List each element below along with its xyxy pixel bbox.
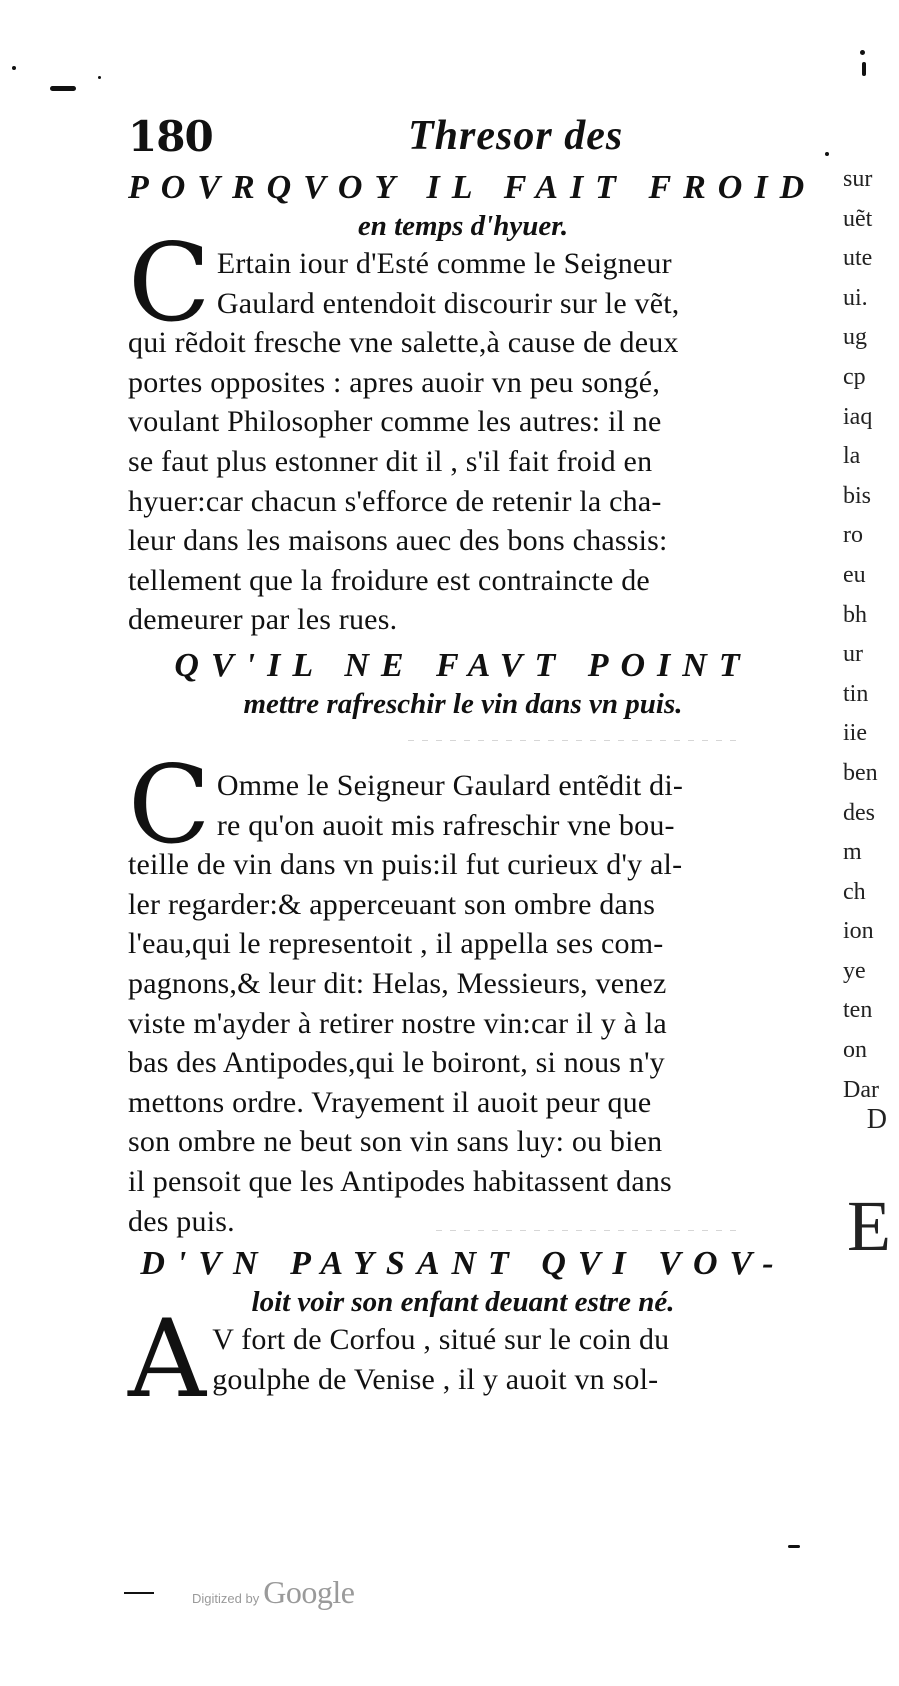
drop-cap: C bbox=[128, 221, 211, 346]
drop-cap: A bbox=[128, 1297, 207, 1422]
section-heading: POVRQVOY IL FAIT FROID bbox=[128, 169, 817, 206]
section-body bbox=[128, 743, 798, 1241]
margin-fragment: tin bbox=[843, 680, 869, 707]
text-line: viste m'ayder à retirer nostre vin:car il y à la bbox=[128, 1006, 667, 1040]
text-line: voulant Philosopher comme les autres: il ne bbox=[128, 405, 662, 439]
text-line: qui rẽdoit fresche vne salette,à cause de deux bbox=[128, 326, 679, 360]
text-line: portes opposites : apres auoir vn peu songé, bbox=[128, 365, 661, 399]
margin-fragment: ch bbox=[843, 878, 866, 905]
google-logo: Google bbox=[263, 1574, 355, 1610]
bleed-through-mark bbox=[408, 740, 738, 741]
page-header bbox=[128, 112, 808, 164]
text-line: re qu'on auoit mis rafreschir vne bou- bbox=[216, 808, 675, 842]
text-line: demeurer par les rues. bbox=[128, 603, 398, 637]
text-line: l'eau,qui le representoit , il appella ses com- bbox=[128, 927, 664, 961]
bottom-rule bbox=[124, 1592, 154, 1594]
section-gap bbox=[128, 722, 798, 766]
margin-fragment: ute bbox=[843, 245, 873, 272]
margin-letter-d: D bbox=[866, 1104, 887, 1135]
digitized-by-text: Digitized by bbox=[192, 1591, 260, 1606]
margin-fragment: sur bbox=[843, 166, 873, 192]
margin-fragment: ben bbox=[843, 759, 878, 786]
section-subheading: mettre rafreschir le vin dans vn puis. bbox=[243, 688, 683, 720]
section-1 bbox=[128, 168, 817, 640]
scan-speck bbox=[788, 1545, 800, 1548]
text-line: hyuer:car chacun s'efforce de retenir la cha- bbox=[128, 484, 662, 518]
margin-fragment: ro bbox=[843, 522, 863, 549]
page-number: 180 bbox=[128, 112, 213, 161]
section-2 bbox=[128, 646, 798, 1241]
margin-fragment: cp bbox=[843, 363, 866, 390]
margin-fragment: on bbox=[843, 1037, 867, 1064]
text-line: pagnons,& leur dit: Helas, Messieurs, venez bbox=[128, 966, 667, 1000]
section-heading: D'VN PAYSANT QVI VOV- bbox=[140, 1245, 786, 1282]
section-heading: QV'IL NE FAVT POINT bbox=[174, 647, 752, 684]
text-line: tellement que la froidure est contraincte de bbox=[128, 563, 650, 597]
text-line: teille de vin dans vn puis:il fut curieux d'y al- bbox=[128, 848, 683, 882]
text-line: leur dans les maisons auec des bons chassis: bbox=[128, 524, 668, 558]
running-title: Thresor des bbox=[408, 113, 624, 159]
margin-fragment: la bbox=[843, 443, 861, 470]
margin-fragment: uẽt bbox=[843, 205, 873, 232]
scan-speck bbox=[862, 62, 866, 76]
text-line: Gaulard entendoit discourir sur le vẽt, bbox=[216, 286, 680, 320]
digitized-watermark bbox=[192, 1574, 354, 1611]
margin-fragment: ur bbox=[843, 641, 863, 668]
scan-speck bbox=[825, 152, 829, 156]
margin-fragment: des bbox=[843, 799, 875, 826]
text-line: il pensoit que les Antipodes habitassent dans bbox=[128, 1164, 672, 1198]
text-line: Ertain iour d'Esté comme le Seigneur bbox=[216, 247, 672, 280]
margin-fragment: ten bbox=[843, 997, 873, 1024]
text-line: goulphe de Venise , il y auoit vn sol- bbox=[212, 1362, 659, 1396]
scan-speck bbox=[98, 76, 101, 79]
margin-fragment: bh bbox=[843, 601, 867, 628]
margin-fragment: ui. bbox=[843, 284, 868, 311]
text-line: des puis. bbox=[128, 1204, 235, 1238]
text-line: mettons ordre. Vrayement il auoit peur que bbox=[128, 1085, 652, 1119]
drop-cap: C bbox=[128, 743, 211, 868]
text-line: se faut plus estonner dit il , s'il fait froid en bbox=[128, 444, 653, 478]
bleed-through-mark bbox=[436, 1230, 736, 1231]
scan-speck bbox=[860, 50, 865, 55]
margin-fragment: Dar bbox=[843, 1076, 879, 1103]
margin-fragment: ug bbox=[843, 324, 867, 351]
scan-speck bbox=[50, 86, 76, 91]
text-line: Omme le Seigneur Gaulard entẽdit di- bbox=[216, 769, 684, 802]
margin-fragment: bis bbox=[843, 482, 872, 509]
margin-fragment: ion bbox=[843, 918, 874, 945]
section-subheading: loit voir son enfant deuant estre né. bbox=[251, 1286, 675, 1318]
margin-fragment: ye bbox=[843, 957, 866, 984]
section-subheading: en temps d'hyuer. bbox=[357, 210, 569, 242]
margin-fragment: iaq bbox=[843, 403, 873, 430]
margin-letter-e: E bbox=[847, 1186, 891, 1266]
text-line: ler regarder:& apperceuant son ombre dans bbox=[128, 887, 656, 921]
scan-speck bbox=[12, 66, 16, 70]
text-line: bas des Antipodes,qui le boiront, si nous n'y bbox=[128, 1046, 665, 1080]
margin-fragment: iie bbox=[843, 720, 867, 747]
margin-fragment: eu bbox=[843, 561, 866, 588]
margin-fragment: m bbox=[843, 839, 862, 866]
text-line: V fort de Corfou , situé sur le coin du bbox=[212, 1323, 670, 1356]
text-line: son ombre ne beut son vin sans luy: ou bien bbox=[128, 1125, 663, 1159]
section-3 bbox=[128, 1244, 798, 1422]
